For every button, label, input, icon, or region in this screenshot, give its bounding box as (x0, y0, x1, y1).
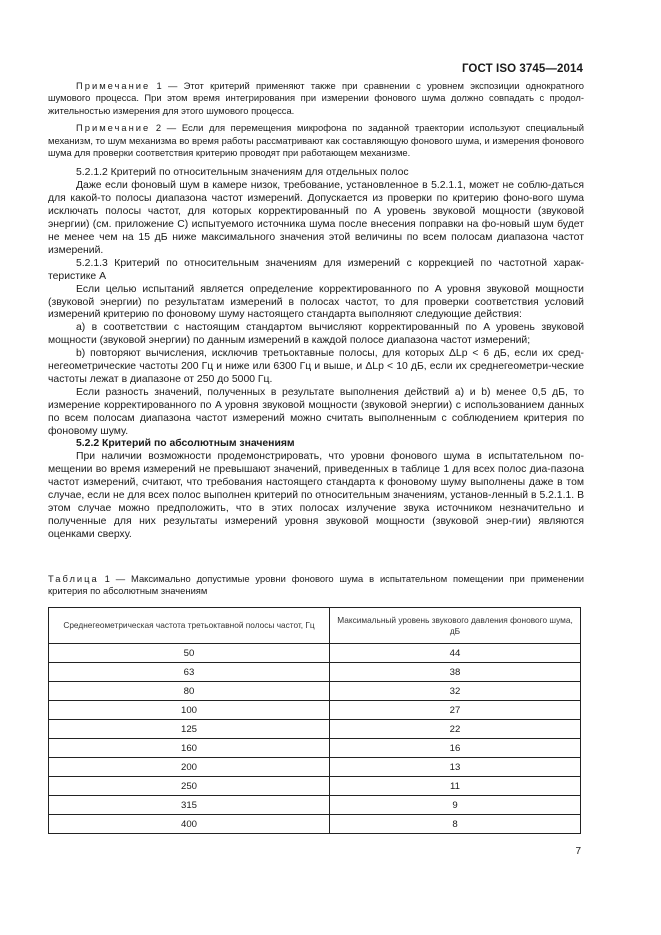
body-text (48, 80, 584, 542)
document-header: ГОСТ ISO 3745—2014 (461, 63, 583, 75)
frequency-cell: 100 (49, 701, 330, 720)
frequency-cell: 315 (49, 796, 330, 815)
frequency-cell: 200 (49, 758, 330, 777)
frequency-cell: 50 (49, 644, 330, 663)
section-5-2-2-heading: 5.2.2 Критерий по абсолютным значениям (76, 438, 295, 450)
frequency-cell: 125 (49, 720, 330, 739)
page-number: 7 (575, 846, 581, 857)
level-cell: 32 (330, 682, 581, 701)
table-row (49, 663, 581, 682)
table-row (49, 796, 581, 815)
table-row (49, 758, 581, 777)
column-header-level: Максимальный уровень звукового давления фонового шума, дБ (330, 608, 581, 644)
table-row (49, 720, 581, 739)
frequency-cell: 160 (49, 739, 330, 758)
section-5-2-1-3-heading: 5.2.1.3 Критерий по относительным значениям для измерений с коррекцией по частотной харак-теристике A (48, 257, 584, 282)
table-row (49, 701, 581, 720)
list-item-b: b) повторяют вычисления, исключив третьоктавные полосы, для которых ΔLp < 6 дБ, если их сред-негеометрические частоты 200 Гц и ниже или 6300 Гц и выше, и ΔLp < 10 дБ, если их среднегеометри-ческие частоты лежат в диапазоне от 250 до 5000 Гц. (48, 348, 584, 385)
level-cell: 11 (330, 777, 581, 796)
table-row (49, 682, 581, 701)
note-1: Примечание 1 — Этот критерий применяют также при сравнении с уровнем экспозиции однократного шумового процесса. При этом время интегрирования при измерении фонового шума должно совпадать с продол-жительностью измерения для этого шумового процесса. (48, 80, 584, 116)
column-header-frequency: Среднегеометрическая частота третьоктавной полосы частот, Гц (49, 608, 330, 644)
frequency-cell: 250 (49, 777, 330, 796)
level-cell: 13 (330, 758, 581, 777)
level-cell: 38 (330, 663, 581, 682)
background-noise-table (48, 607, 581, 834)
table-row (49, 739, 581, 758)
frequency-cell: 400 (49, 815, 330, 834)
level-cell: 44 (330, 644, 581, 663)
level-cell: 8 (330, 815, 581, 834)
level-cell: 9 (330, 796, 581, 815)
section-5-2-1-3-conclusion: Если разность значений, полученных в результате выполнения действий a) и b) менее 0,5 дБ, то измерение корректированного по A уровня звуковой мощности (звуковой энергии) с использованием данных по всем полосам диапазона частот измерений можно считать выполненным с соблюдением критерия по фоновому шуму. (48, 386, 584, 437)
note-2: Примечание 2 — Если для перемещения микрофона по заданной траектории используют специальный механизм, то шум механизма во время работы рассматривают как составляющую фонового шума, и измерения фонового шума для проверки соответствия критерию проводят при работающем механизме. (48, 122, 584, 159)
section-5-2-2-paragraph: При наличии возможности продемонстрировать, что уровни фонового шума в испытательном по-мещении во время измерений не превышают значений, приведенных в таблице 1 для всех полос диа-пазона частот измерений, считают, что требования настоящего стандарта к фоновому шуму выполнены даже в том случае, если не для всех полос выполнен критерий по относительным значениям, установ-ленный в 5.2.1.1. В этом случае можно предположить, что в этих полосах излучение звука источником незначительно и полученные для них результаты измерений уровня звуковой мощности (звуковой энер-гии) являются оценками сверху. (48, 451, 584, 540)
section-5-2-1-3-paragraph: Если целью испытаний является определение корректированного по A уровня звуковой мощности (звуковой энергии) по результатам измерений в полосах частот, то для проверки соответствия условий измерений критерию по фоновому шуму настоящего стандарта выполняют следующие действия: (48, 283, 584, 321)
level-cell: 16 (330, 739, 581, 758)
table-caption: Таблица 1 — Максимально допустимые уровни фонового шума в испытательном помещении при применении критерия по абсолютным значениям (48, 573, 584, 597)
section-5-2-1-2-paragraph: Даже если фоновый шум в камере низок, требование, установленное в 5.2.1.1, может не соблю-даться для какой-то полосы диапазона частот измерений. Допускается из проверки по критерию фоно-вого шума исключать полосы частот, для которых корректированный по A уровень звуковой мощности (звуковой энергии) (см. приложение C) испытуемого источника шума после внесения поправки на фо-новый шум будет не менее чем на 15 дБ ниже максимального значения этой величины по всем полосам диапазона частот измерений. (48, 180, 584, 256)
level-cell: 22 (330, 720, 581, 739)
level-cell: 27 (330, 701, 581, 720)
frequency-cell: 63 (49, 663, 330, 682)
table-row (49, 815, 581, 834)
list-item-a: a) в соответствии с настоящим стандартом вычисляют корректированный по A уровень звуковой мощности (звуковой энергии) по данным измерений в каждой полосе диапазона частот измерений; (48, 322, 584, 347)
section-5-2-1-2-heading: 5.2.1.2 Критерий по относительным значениям для отдельных полос (76, 167, 409, 179)
table-row (49, 777, 581, 796)
table-row (49, 644, 581, 663)
frequency-cell: 80 (49, 682, 330, 701)
